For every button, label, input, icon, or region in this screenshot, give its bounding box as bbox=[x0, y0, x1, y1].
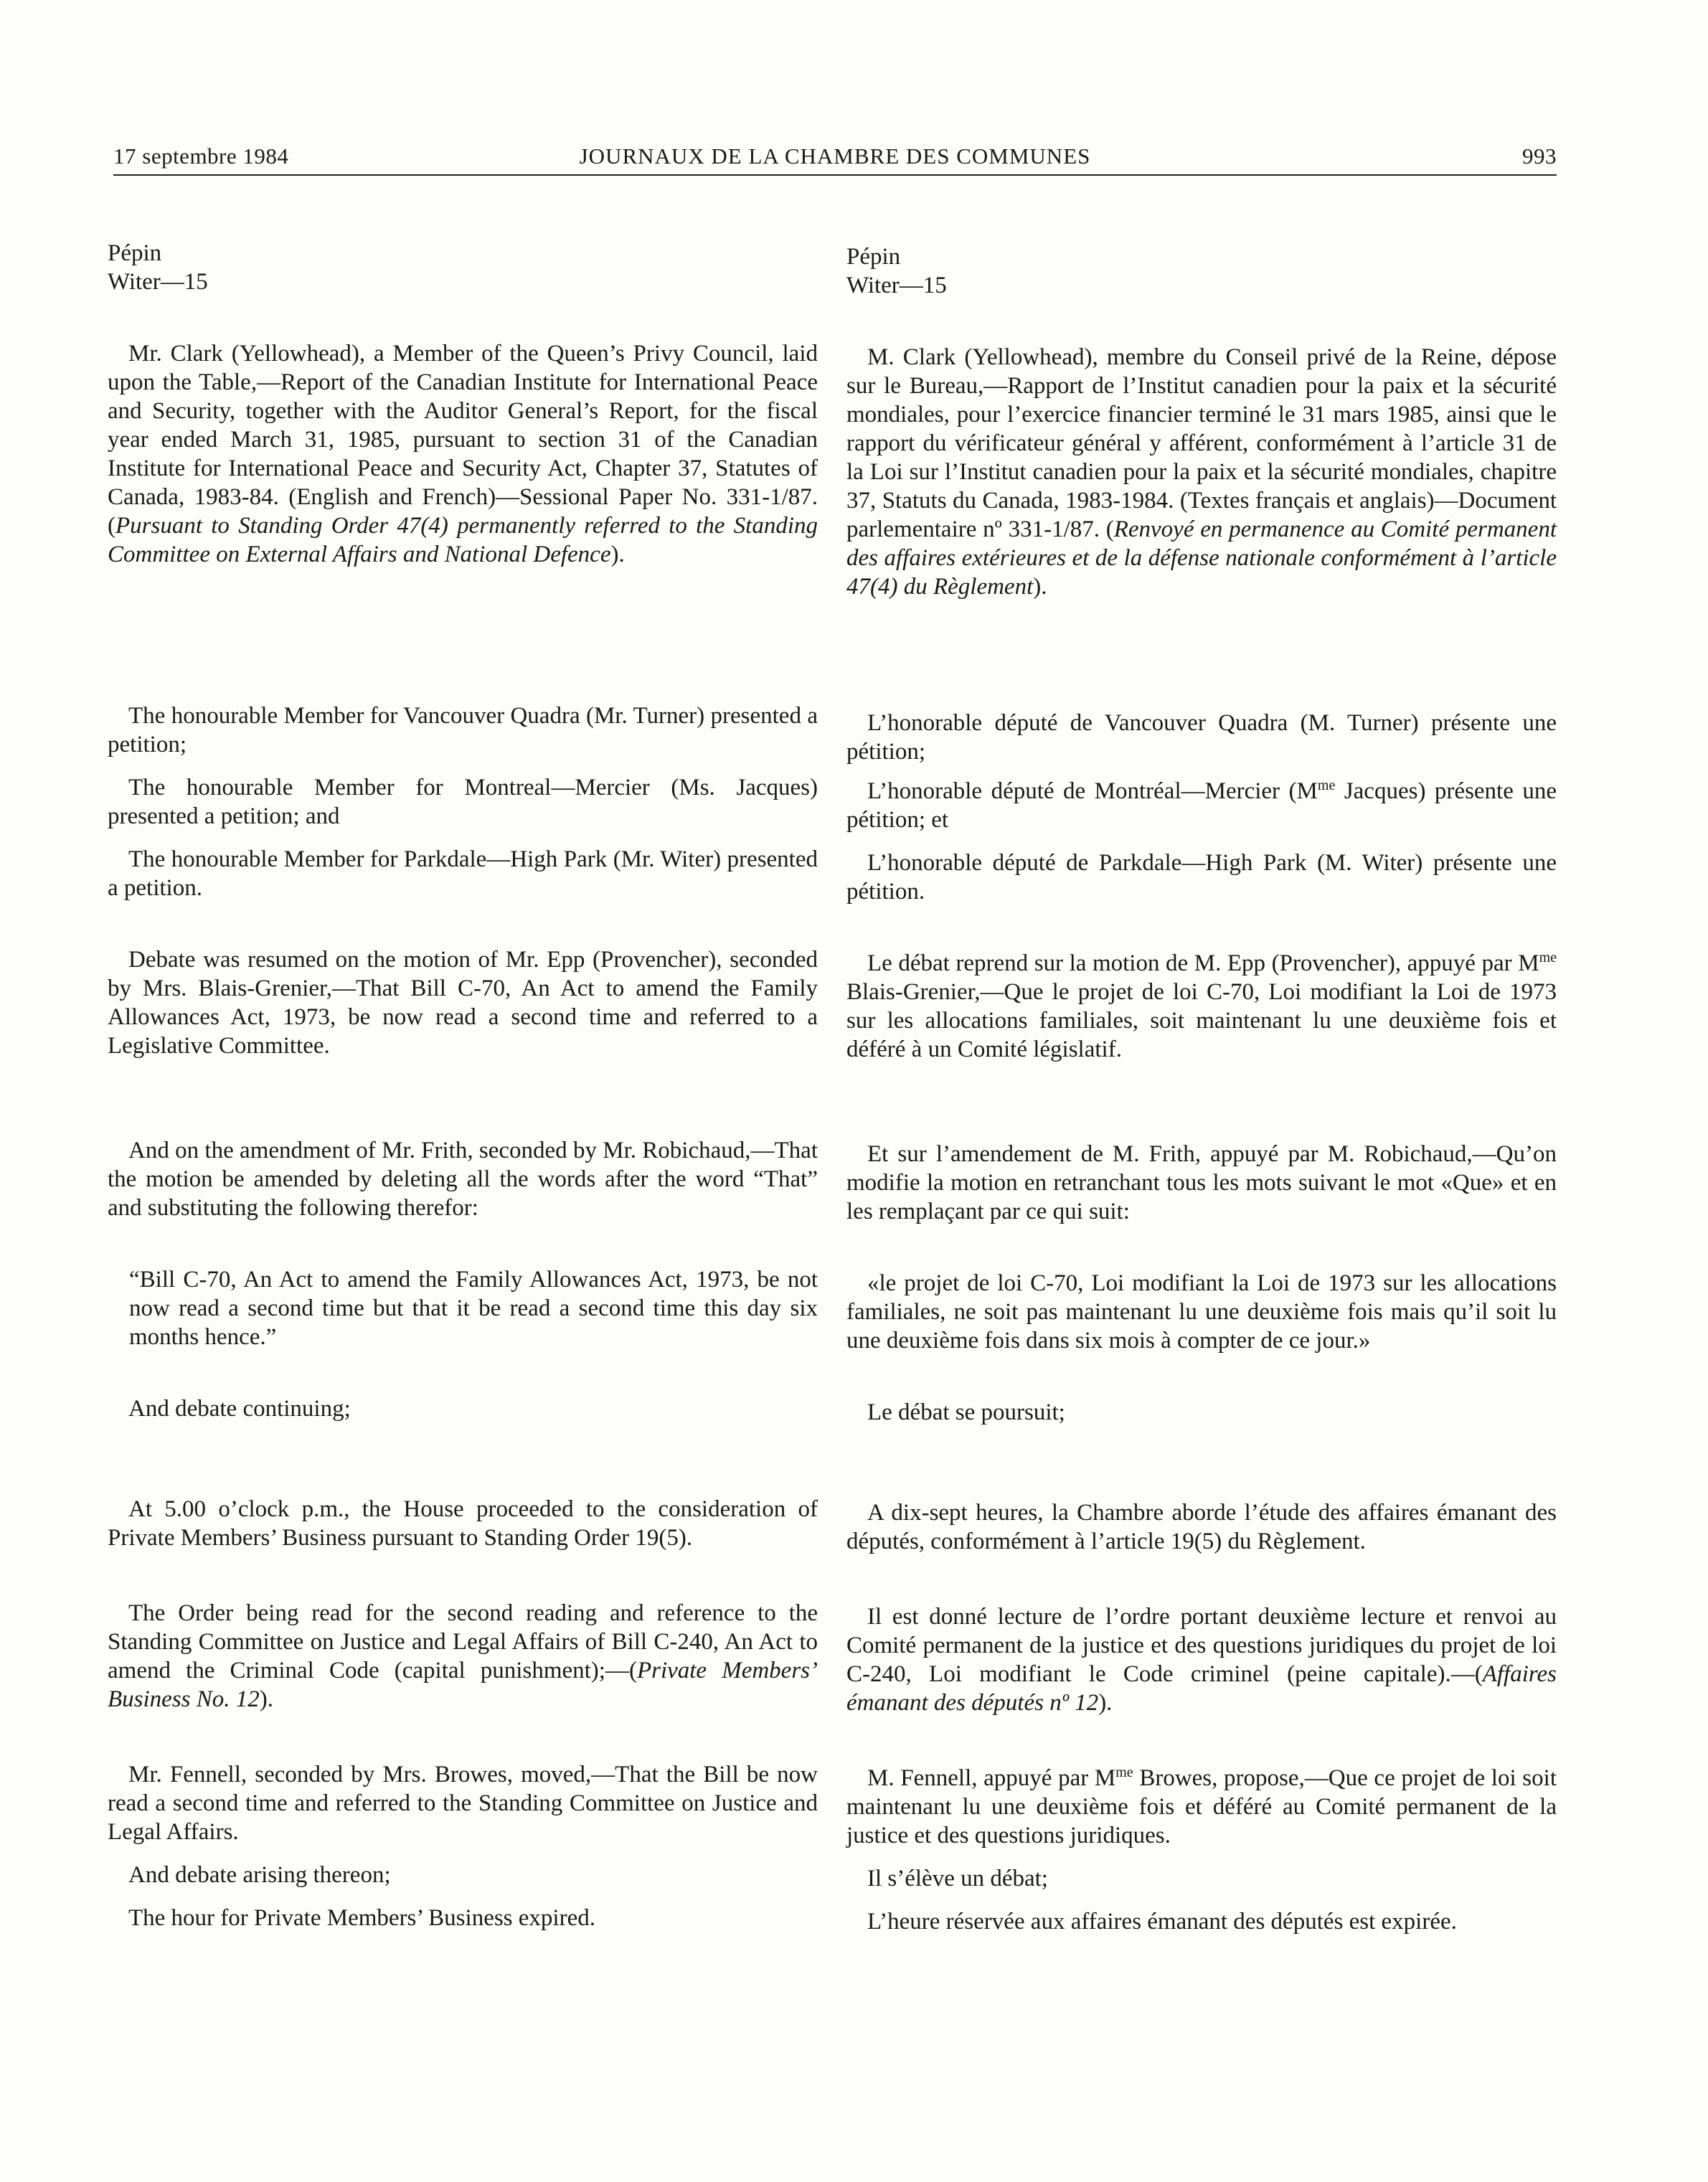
header-title: JOURNAUX DE LA CHAMBRE DES COMMUNES bbox=[579, 143, 1091, 169]
debate-arising: Il s’élève un débat; bbox=[867, 1866, 1048, 1891]
vote-tail bbox=[846, 242, 1557, 300]
clark-report-paragraph: Mr. Clark (Yellowhead), a Member of the Queen’s Privy Council, laid upon the Table,—Report of the Canadian Institute for International Peace and Security, together with the Auditor General’s Report, for the fiscal year ended March 31, 1985, pursuant to section 31 of the Canadian Institute for International Peace and Security Act, Chapter 37, Statutes of Canada, 1983-84. (English and French)—Sessional Paper No. 331-1/87. (Pursuant to Standing Order 47(4) permanently referred to the Standing Committee on External Affairs and National Defence). bbox=[108, 341, 818, 567]
debate-resumed-paragraph: Debate was resumed on the motion of Mr. Epp (Provencher), seconded by Mrs. Blais-Grenier,—That Bill C-70, An Act to amend the Family Allowances Act, 1973, be now read a second time and referred to a Legislative Committee. bbox=[108, 947, 818, 1059]
debate-resumed-paragraph: Le débat reprend sur la motion de M. Epp (Provencher), appuyé par $M^{me}$ Blais-Grenier,—Que le projet de loi C-70, Loi modifiant la Loi de 1973 sur les allocations familiales, soit maintenant lu une deuxième fois et déféré à un Comité législatif. bbox=[846, 950, 1557, 1062]
private-members-paragraph: A dix-sept heures, la Chambre aborde l’étude des affaires émanant des députés, conformément à l’article 19(5) du Règlement. bbox=[846, 1500, 1557, 1554]
fennell-motion-paragraph: Mr. Fennell, seconded by Mrs. Browes, moved,—That the Bill be now read a second time and referred to the Standing Committee on Justice and Legal Affairs. bbox=[108, 1762, 818, 1845]
vote-tail bbox=[108, 239, 818, 296]
petition-paragraph: The honourable Member for Montreal—Mercier (Ms. Jacques) presented a petition; and bbox=[108, 775, 818, 829]
debate-arising: And debate arising thereon; bbox=[128, 1862, 391, 1888]
hour-expired: L’heure réservée aux affaires émanant des députés est expirée. bbox=[867, 1909, 1457, 1935]
petition-paragraph: The honourable Member for Parkdale—High Park (Mr. Witer) presented a petition. bbox=[108, 846, 818, 901]
page-number: 993 bbox=[1522, 143, 1557, 169]
order-read-paragraph: Il est donné lecture de l’ordre portant deuxième lecture et renvoi au Comité permanent de la justice et des questions juridiques du projet de loi C-240, Loi modifiant le Code criminel (peine capitale).—(Affaires émanant des députés nº 12). bbox=[846, 1604, 1557, 1716]
debate-continuing: And debate continuing; bbox=[128, 1396, 351, 1422]
vote-name: Witer—15 bbox=[108, 269, 208, 295]
petition-paragraph: L’honorable député de Vancouver Quadra (M. Turner) présente une pétition; bbox=[846, 710, 1557, 765]
debate-continuing: Le débat se poursuit; bbox=[867, 1399, 1065, 1425]
header-date: 17 septembre 1984 bbox=[113, 143, 289, 169]
clark-report-paragraph: M. Clark (Yellowhead), membre du Conseil privé de la Reine, dépose sur le Bureau,—Rapport de l’Institut canadien pour la paix et la sécurité mondiales, pour l’exercice financier terminé le 31 mars 1985, ainsi que le rapport du vérificateur général y afférent, conformément à l’article 31 de la Loi sur l’Institut canadien pour la paix et la sécurité mondiales, chapitre 37, Statuts du Canada, 1983-1984. (Textes français et anglais)—Document parlementaire nº 331-1/87. (Renvoyé en permanence au Comité permanent des affaires extérieures et de la défense nationale conformément à l’article 47(4) du Règlement). bbox=[846, 344, 1557, 600]
hour-expired: The hour for Private Members’ Business expired. bbox=[128, 1905, 595, 1931]
petition-paragraph: The honourable Member for Vancouver Quadra (Mr. Turner) presented a petition; bbox=[108, 703, 818, 757]
order-read-paragraph: The Order being read for the second reading and reference to the Standing Committee on Justice and Legal Affairs of Bill C-240, An Act to amend the Criminal Code (capital punishment);—(Private Members’ Business No. 12). bbox=[108, 1600, 818, 1712]
vote-name: Pépin bbox=[846, 244, 901, 270]
vote-name: Witer—15 bbox=[846, 273, 947, 298]
amendment-quote: «le projet de loi C-70, Loi modifiant la Loi de 1973 sur les allocations familiales, ne soit pas maintenant lu une deuxième fois mais qu’il soit lu une deuxième fois dans six mois à compter de ce jour.» bbox=[846, 1270, 1557, 1354]
petition-paragraph: L’honorable député de Montréal—Mercier ($M^{me}$ Jacques) présente une pétition; et bbox=[846, 778, 1557, 833]
amendment-paragraph: And on the amendment of Mr. Frith, seconded by Mr. Robichaud,—That the motion be amended by deleting all the words after the word “That” and substituting the following therefor: bbox=[108, 1138, 818, 1221]
amendment-quote: “Bill C-70, An Act to amend the Family Allowances Act, 1973, be not now read a second time but that it be read a second time this day six months hence.” bbox=[129, 1267, 818, 1350]
header-rule bbox=[113, 174, 1557, 176]
amendment-paragraph: Et sur l’amendement de M. Frith, appuyé par M. Robichaud,—Qu’on modifie la motion en retranchant tous les mots suivant le mot «Que» et en les remplaçant par ce qui suit: bbox=[846, 1141, 1557, 1224]
fennell-motion-paragraph: M. Fennell, appuyé par $M^{me}$ Browes, propose,—Que ce projet de loi soit maintenant lu une deuxième fois et déféré au Comité permanent de la justice et des questions juridiques. bbox=[846, 1765, 1557, 1848]
private-members-paragraph: At 5.00 o’clock p.m., the House proceeded to the consideration of Private Members’ Business pursuant to Standing Order 19(5). bbox=[108, 1496, 818, 1551]
vote-name: Pépin bbox=[108, 240, 162, 266]
page-header bbox=[113, 143, 1557, 175]
petition-paragraph: L’honorable député de Parkdale—High Park (M. Witer) présente une pétition. bbox=[846, 850, 1557, 905]
